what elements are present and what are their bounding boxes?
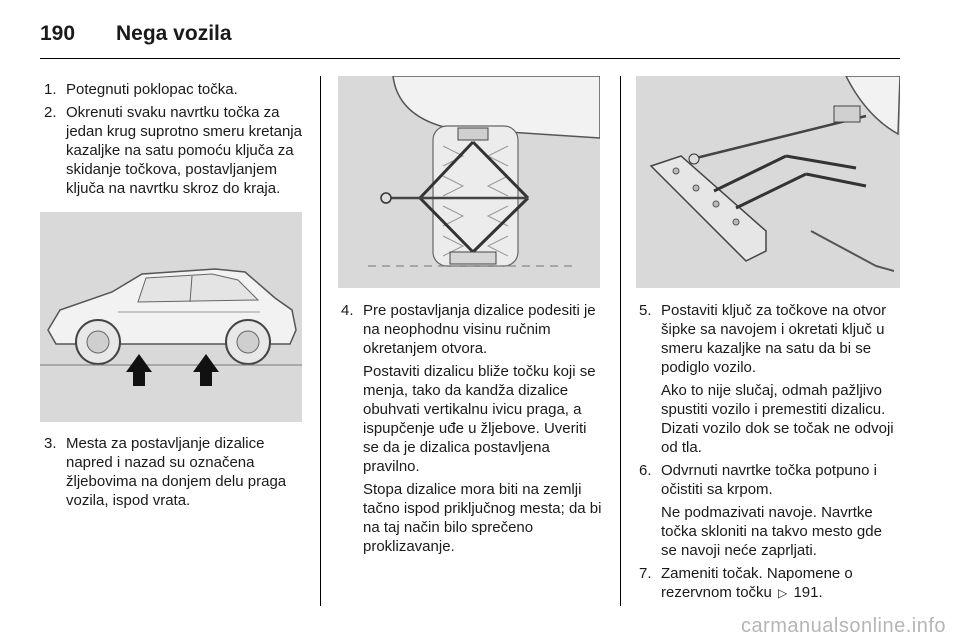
step-text: Odvrnuti navrtke točka potpuno i očistiti sa krpom. xyxy=(661,462,877,498)
step-7-text: Zameniti točak. Napomene o rezervnom točku xyxy=(661,565,853,601)
page-reference-icon: ▷ xyxy=(778,586,788,600)
step-text: Postaviti ključ za točkove na otvor šipke sa navojem i okretati ključ u smeru kazaljke na satu da bi se podiglo vozilo. xyxy=(661,302,887,376)
watermark: carmanualsonline.info xyxy=(740,615,946,637)
page-header xyxy=(40,14,920,60)
step-number: 6. xyxy=(639,462,652,479)
jack-with-wrench-illustration xyxy=(636,76,900,288)
step-text: Potegnuti poklopac točka. xyxy=(66,81,238,98)
step-text: Mesta za postavljanje dizalice napred i nazad su označena žljebovima na donjem delu praga vozila, ispod vrata. xyxy=(66,435,287,509)
step-text: Okrenuti svaku navrtku točka za jedan krug suprotno smeru kretanja kazaljke na satu pomoću ključa za skidanje točkova, postavljanjem ključa na navrtku skroz do kraja. xyxy=(66,104,302,197)
step-6 xyxy=(635,461,900,560)
step-number: 1. xyxy=(44,81,57,98)
step-7 xyxy=(635,564,900,603)
step-number: 3. xyxy=(44,435,57,452)
jack-under-sill-illustration xyxy=(338,76,600,288)
step-text: Ne podmazivati navoje. Navrtke točka skloniti na takvo mesto gde se navoji neće zaprljati. xyxy=(661,504,882,559)
step-2 xyxy=(40,103,308,198)
step-text: Stopa dizalice mora biti na zemlji tačno ispod priključnog mesta; da bi na taj način bilo sprečeno proklizavanje. xyxy=(363,481,602,555)
header-divider xyxy=(40,58,900,59)
step-1 xyxy=(40,80,308,99)
column-3-text xyxy=(635,301,900,607)
step-3 xyxy=(40,434,308,510)
jack-positioning-figure xyxy=(338,76,600,288)
step-text: Pre postavljanja dizalice podesiti je na neophodnu visinu ručnim okretanjem otvora. xyxy=(363,302,596,357)
page-reference-link[interactable]: 191. xyxy=(793,584,823,601)
step-4 xyxy=(337,301,605,556)
column-1-bottom xyxy=(40,434,308,514)
jack-point-arrow-rear xyxy=(193,354,219,386)
column-divider-1 xyxy=(320,76,321,606)
step-text: Ako to nije slučaj, odmah pažljivo spustiti vozilo i premestiti dizalicu. Dizati vozilo dok se točak ne odvoji od tla. xyxy=(661,382,894,456)
step-5 xyxy=(635,301,900,457)
step-text: Postaviti dizalicu bliže točku koji se menja, tako da kandža dizalice obuhvati vertikalnu ivicu praga, a ispupčenje uđe u žljebove. Uveriti se da je dizalica postavljena pravilno. xyxy=(363,363,596,475)
page-title: Nega vozila xyxy=(116,22,232,45)
car-side-illustration xyxy=(40,212,302,422)
column-1-top xyxy=(40,80,308,202)
column-2-text xyxy=(337,301,605,560)
jack-point-arrow-front xyxy=(126,354,152,386)
step-text xyxy=(661,564,900,603)
step-number: 2. xyxy=(44,104,57,121)
column-divider-2 xyxy=(620,76,621,606)
car-jacking-points-figure xyxy=(40,212,302,422)
step-number: 4. xyxy=(341,302,354,319)
step-number: 5. xyxy=(639,302,652,319)
page-number: 190 xyxy=(40,22,76,45)
jack-crank-figure xyxy=(636,76,900,288)
step-number: 7. xyxy=(639,565,652,582)
